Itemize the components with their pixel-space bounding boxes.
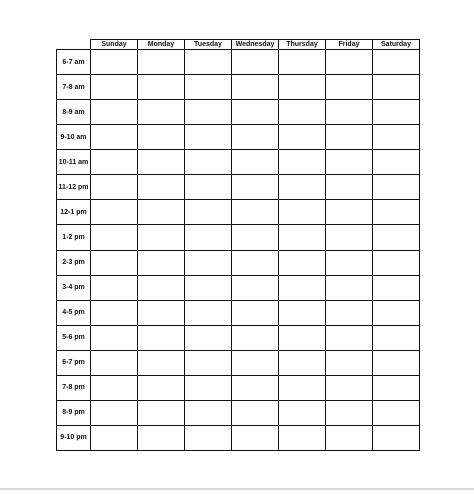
schedule-cell[interactable] [326, 175, 373, 200]
schedule-cell[interactable] [91, 75, 138, 100]
time-slot-label: 8-9 pm [57, 400, 91, 425]
schedule-cell[interactable] [91, 125, 138, 150]
time-slot-row [57, 250, 420, 275]
schedule-cell[interactable] [185, 175, 232, 200]
schedule-cell[interactable] [326, 225, 373, 250]
schedule-cell[interactable] [138, 300, 185, 325]
schedule-cell[interactable] [232, 150, 279, 175]
schedule-cell[interactable] [185, 150, 232, 175]
schedule-cell[interactable] [91, 400, 138, 425]
schedule-cell[interactable] [279, 275, 326, 300]
time-slot-label: 9-10 pm [57, 425, 91, 450]
day-header-wednesday: Wednesday [232, 40, 279, 50]
schedule-cell[interactable] [91, 375, 138, 400]
schedule-cell[interactable] [232, 50, 279, 75]
time-slot-row [57, 425, 420, 450]
time-slot-label: 8-9 am [57, 100, 91, 125]
schedule-cell[interactable] [326, 425, 373, 450]
schedule-cell[interactable] [373, 400, 420, 425]
schedule-cell[interactable] [279, 325, 326, 350]
schedule-cell[interactable] [138, 275, 185, 300]
schedule-cell[interactable] [138, 50, 185, 75]
schedule-cell[interactable] [326, 50, 373, 75]
schedule-cell[interactable] [373, 325, 420, 350]
time-slot-label: 5-6 pm [57, 325, 91, 350]
schedule-cell[interactable] [138, 75, 185, 100]
schedule-cell[interactable] [373, 175, 420, 200]
schedule-cell[interactable] [232, 275, 279, 300]
schedule-cell[interactable] [373, 250, 420, 275]
schedule-cell[interactable] [185, 50, 232, 75]
schedule-cell[interactable] [326, 375, 373, 400]
time-slot-label: 10-11 am [57, 150, 91, 175]
time-slot-row [57, 400, 420, 425]
schedule-cell[interactable] [91, 200, 138, 225]
schedule-cell[interactable] [185, 100, 232, 125]
time-slot-row [57, 225, 420, 250]
schedule-cell[interactable] [279, 250, 326, 275]
schedule-cell[interactable] [91, 150, 138, 175]
schedule-cell[interactable] [373, 425, 420, 450]
schedule-cell[interactable] [373, 100, 420, 125]
time-slot-label: 3-4 pm [57, 275, 91, 300]
time-slot-row [57, 300, 420, 325]
schedule-cell[interactable] [373, 225, 420, 250]
time-slot-row [57, 100, 420, 125]
time-slot-label: 7-8 pm [57, 375, 91, 400]
schedule-cell[interactable] [279, 375, 326, 400]
schedule-cell[interactable] [91, 100, 138, 125]
schedule-cell[interactable] [138, 100, 185, 125]
schedule-cell[interactable] [279, 75, 326, 100]
schedule-cell[interactable] [185, 250, 232, 275]
schedule-cell[interactable] [279, 50, 326, 75]
schedule-cell[interactable] [138, 425, 185, 450]
schedule-cell[interactable] [232, 175, 279, 200]
schedule-cell[interactable] [373, 200, 420, 225]
schedule-cell[interactable] [326, 400, 373, 425]
schedule-cell[interactable] [373, 275, 420, 300]
schedule-cell[interactable] [279, 100, 326, 125]
weekly-schedule-table [56, 39, 420, 451]
schedule-cell[interactable] [138, 250, 185, 275]
time-slot-label: 7-8 am [57, 75, 91, 100]
schedule-cell[interactable] [279, 300, 326, 325]
time-slot-label: 4-5 pm [57, 300, 91, 325]
time-slot-label: 2-3 pm [57, 250, 91, 275]
schedule-cell[interactable] [326, 100, 373, 125]
schedule-cell[interactable] [138, 125, 185, 150]
schedule-cell[interactable] [279, 200, 326, 225]
schedule-cell[interactable] [91, 325, 138, 350]
time-slot-row [57, 350, 420, 375]
schedule-body [57, 50, 420, 451]
schedule-cell[interactable] [138, 325, 185, 350]
schedule-cell[interactable] [185, 300, 232, 325]
schedule-cell[interactable] [326, 200, 373, 225]
schedule-cell[interactable] [279, 125, 326, 150]
schedule-cell[interactable] [185, 325, 232, 350]
schedule-cell[interactable] [373, 75, 420, 100]
schedule-cell[interactable] [138, 225, 185, 250]
time-slot-label: 6-7 am [57, 50, 91, 75]
schedule-cell[interactable] [91, 175, 138, 200]
schedule-cell[interactable] [326, 300, 373, 325]
schedule-cell[interactable] [373, 150, 420, 175]
schedule-cell[interactable] [185, 75, 232, 100]
day-header-sunday: Sunday [91, 40, 138, 50]
time-slot-row [57, 375, 420, 400]
schedule-cell[interactable] [138, 350, 185, 375]
schedule-cell[interactable] [232, 200, 279, 225]
schedule-cell[interactable] [91, 350, 138, 375]
time-slot-label: 1-2 pm [57, 225, 91, 250]
schedule-cell[interactable] [279, 350, 326, 375]
schedule-cell[interactable] [185, 200, 232, 225]
schedule-cell[interactable] [91, 250, 138, 275]
time-slot-row [57, 150, 420, 175]
time-slot-row [57, 75, 420, 100]
schedule-cell[interactable] [326, 250, 373, 275]
schedule-cell[interactable] [138, 375, 185, 400]
day-header-saturday: Saturday [373, 40, 420, 50]
schedule-cell[interactable] [326, 125, 373, 150]
schedule-cell[interactable] [185, 350, 232, 375]
time-slot-label: 11-12 pm [57, 175, 91, 200]
day-header-thursday: Thursday [279, 40, 326, 50]
day-header-friday: Friday [326, 40, 373, 50]
day-header-monday: Monday [138, 40, 185, 50]
schedule-cell[interactable] [138, 400, 185, 425]
schedule-cell[interactable] [279, 150, 326, 175]
schedule-cell[interactable] [185, 400, 232, 425]
day-header-row [57, 40, 420, 50]
schedule-cell[interactable] [138, 175, 185, 200]
day-header-tuesday: Tuesday [185, 40, 232, 50]
schedule-cell[interactable] [326, 75, 373, 100]
time-slot-row [57, 275, 420, 300]
schedule-cell[interactable] [232, 325, 279, 350]
schedule-cell[interactable] [279, 175, 326, 200]
schedule-cell[interactable] [279, 400, 326, 425]
time-slot-row [57, 125, 420, 150]
schedule-cell[interactable] [91, 300, 138, 325]
schedule-cell[interactable] [232, 300, 279, 325]
schedule-cell[interactable] [185, 125, 232, 150]
page-bottom-divider [0, 488, 474, 490]
time-slot-label: 9-10 am [57, 125, 91, 150]
schedule-cell[interactable] [232, 425, 279, 450]
schedule-cell[interactable] [279, 425, 326, 450]
schedule-cell[interactable] [232, 400, 279, 425]
schedule-cell[interactable] [232, 250, 279, 275]
schedule-cell[interactable] [326, 275, 373, 300]
schedule-cell[interactable] [326, 350, 373, 375]
schedule-cell[interactable] [373, 125, 420, 150]
schedule-cell[interactable] [326, 325, 373, 350]
schedule-cell[interactable] [373, 375, 420, 400]
schedule-cell[interactable] [232, 375, 279, 400]
schedule-cell[interactable] [185, 375, 232, 400]
schedule-cell[interactable] [91, 275, 138, 300]
schedule-cell[interactable] [232, 100, 279, 125]
time-slot-label: 12-1 pm [57, 200, 91, 225]
schedule-cell[interactable] [232, 125, 279, 150]
schedule-cell[interactable] [232, 350, 279, 375]
schedule-cell[interactable] [185, 225, 232, 250]
schedule-cell[interactable] [326, 150, 373, 175]
time-slot-row [57, 325, 420, 350]
schedule-cell[interactable] [232, 75, 279, 100]
schedule-cell[interactable] [232, 225, 279, 250]
schedule-cell[interactable] [373, 50, 420, 75]
schedule-cell[interactable] [91, 225, 138, 250]
schedule-cell[interactable] [91, 50, 138, 75]
schedule-cell[interactable] [185, 275, 232, 300]
time-slot-row [57, 175, 420, 200]
schedule-cell[interactable] [373, 300, 420, 325]
schedule-cell[interactable] [279, 225, 326, 250]
corner-cell [57, 40, 91, 50]
time-slot-label: 6-7 pm [57, 350, 91, 375]
schedule-cell[interactable] [91, 425, 138, 450]
time-slot-row [57, 200, 420, 225]
schedule-cell[interactable] [185, 425, 232, 450]
schedule-cell[interactable] [138, 150, 185, 175]
schedule-cell[interactable] [373, 350, 420, 375]
time-slot-row [57, 50, 420, 75]
schedule-cell[interactable] [138, 200, 185, 225]
